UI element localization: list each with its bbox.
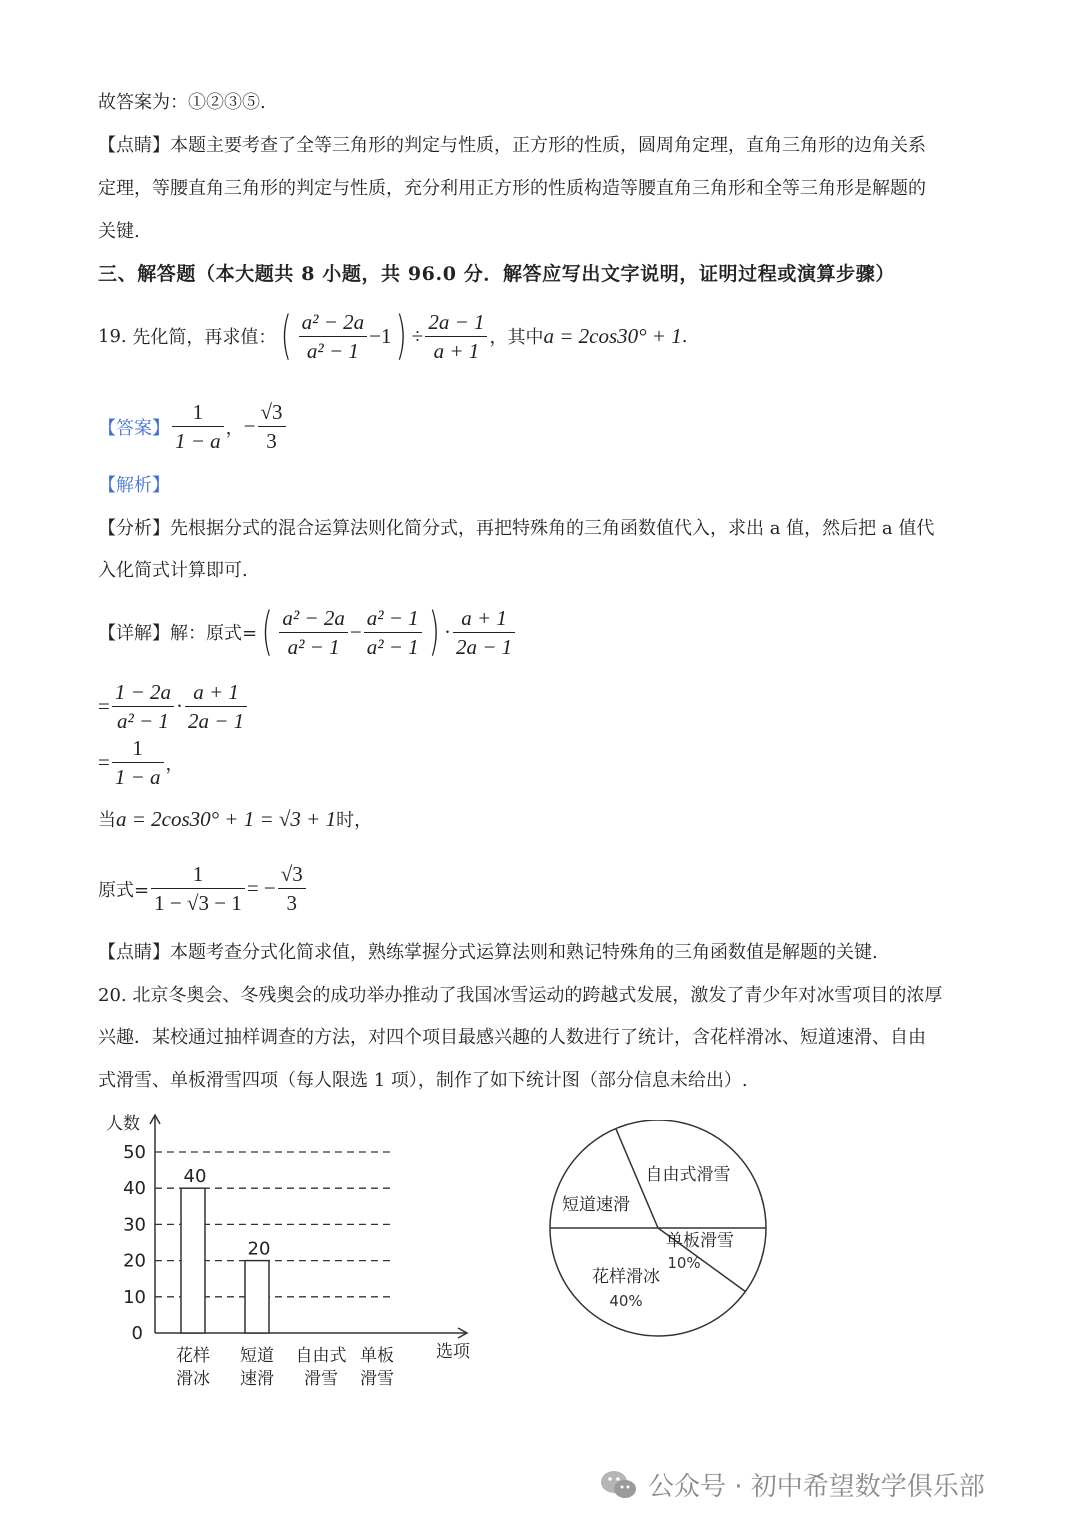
y-tick-label: 0 — [131, 1323, 143, 1344]
x-tick-label: 花样 — [176, 1346, 210, 1366]
dianjing-paragraph: 【点睛】本题主要考查了全等三角形的判定与性质，正方形的性质，圆周角定理，直角三角形的边角关系 — [98, 135, 926, 156]
y-tick-label: 10 — [123, 1286, 146, 1308]
fraction: $\frac{√3}{3}$ — [258, 398, 286, 455]
pie-slice-label: 单板滑雪 — [666, 1231, 734, 1251]
y-tick-label: 40 — [123, 1178, 146, 1200]
x-tick-label: 短道 — [240, 1346, 274, 1366]
x-tick-label: 自由式 — [295, 1346, 347, 1366]
fraction: $\frac{a + 1}{2a - 1}$ — [453, 604, 515, 661]
answer-line: 故答案为：①②③⑤. — [98, 92, 266, 113]
dianjing-tag: 【点睛】 — [98, 135, 170, 156]
q20-line-1: 20. 北京冬奥会、冬残奥会的成功举办推动了我国冰雪运动的跨越式发展，激发了青少年对冰雪项目的浓厚 — [98, 985, 943, 1006]
fenxi-paragraph: 【分析】先根据分式的混合运算法则化简分式，再把特殊角的三角函数值代入，求出 a 值，然后把 a 值代 — [98, 518, 935, 539]
y-tick-label: 20 — [123, 1250, 146, 1272]
watermark — [600, 1466, 985, 1503]
xiangjie-tag: 【详解】 — [98, 623, 170, 644]
solution-step-1: 【详解】 解：原式= ( $\frac{\text{a² − 2a}}{\text{a² − 1}}$ − $\frac{\text{a² − 1}}{\text{a² − 1}}$ ) · $\frac{a + 1}{2a - 1}$ — [98, 602, 517, 662]
fraction: $\frac{\text{a² − 2a}}{\text{a² − 1}}$ — [279, 604, 347, 661]
x-tick-label: 速滑 — [240, 1369, 274, 1389]
fraction: $\frac{a + 1}{2a - 1}$ — [185, 678, 247, 735]
q19-expression: ( $\frac{\text{a² − 2a}}{\text{a² − 1}}$ −1 ) ÷ $\frac{2a - 1}{a + 1}$ — [276, 306, 489, 366]
y-tick-label: 30 — [123, 1214, 146, 1236]
fraction: $\frac{1}{1 - a}$ — [112, 734, 164, 791]
bar — [181, 1188, 205, 1333]
pie-chart — [540, 1120, 780, 1360]
wechat-icon — [600, 1469, 638, 1501]
data-label: 20 — [247, 1238, 271, 1260]
q20-line-2: 兴趣．某校通过抽样调查的方法，对四个项目最感兴趣的人数进行了统计，含花样滑冰、短道速滑、自由 — [98, 1027, 926, 1048]
pie-slice-percent: 40% — [609, 1292, 643, 1310]
q19-prompt: 先化简，再求值： — [132, 327, 277, 348]
section-heading: 三、解答题（本大题共 8 小题，共 96.0 分．解答应写出文字说明，证明过程或演算步骤） — [98, 263, 895, 285]
solution-step-4: 当 a = 2cos30° + 1 = √3 + 1 时， — [98, 806, 373, 831]
solution-step-2: = $\frac{1 - 2a}{\text{a² − 1}}$ · $\frac{a + 1}{2a - 1}$ — [98, 678, 249, 735]
dianjing-tag: 【点睛】 — [98, 942, 170, 963]
x-tick-label: 单板 — [360, 1346, 394, 1366]
y-tick-label: 50 — [123, 1142, 146, 1163]
dianjing-line-3: 关键. — [98, 221, 140, 242]
solution-step-3: = $\frac{1}{1 - a}$ ， — [98, 736, 184, 789]
fraction: $\frac{1}{1 - √3 - 1}$ — [151, 860, 245, 917]
pie-slice-percent: 10% — [667, 1254, 701, 1272]
fraction: $\frac{2a - 1}{a + 1}$ — [425, 308, 487, 365]
bar-chart — [95, 1105, 495, 1395]
x-axis-label: 选项 — [436, 1342, 470, 1362]
dianjing-19: 【点睛】本题考查分式化简求值，熟练掌握分式运算法则和熟记特殊角的三角函数值是解题的关键. — [98, 942, 878, 963]
fraction: $\frac{\text{a² − 2a}}{\text{a² − 1}}$ — [299, 308, 367, 365]
q19-number: 19. — [98, 325, 127, 347]
answer-tag: 【答案】 — [98, 417, 170, 439]
jiexi-tag: 【解析】 — [98, 475, 170, 496]
x-tick-label: 滑冰 — [176, 1369, 210, 1389]
question-19: 19. 先化简，再求值： ( $\frac{\text{a² − 2a}}{\text{a² − 1}}$ −1 ) ÷ $\frac{2a - 1}{a + 1}$ ，其中 a = 2cos30° + 1 . — [98, 306, 688, 366]
x-tick-label: 滑雪 — [304, 1369, 338, 1389]
pie-slice-label: 花样滑冰 — [592, 1267, 660, 1287]
bar — [245, 1261, 269, 1333]
q19-condition: a = 2cos30° + 1 — [543, 323, 682, 348]
data-label: 40 — [183, 1166, 207, 1188]
y-axis-label: 人数 — [106, 1114, 140, 1134]
fraction: $\frac{√3}{3}$ — [278, 860, 306, 917]
fraction: $\frac{\text{a² − 1}}{\text{a² − 1}}$ — [364, 604, 422, 661]
solution-step-5: 原式= $\frac{1}{1 - √3 - 1}$ = − $\frac{√3}{3}$ — [98, 860, 308, 917]
watermark-text: 公众号 · 初中希望数学俱乐部 — [648, 1472, 985, 1502]
q20-line-3: 式滑雪、单板滑雪四项（每人限选 1 项），制作了如下统计图（部分信息未给出）. — [98, 1070, 748, 1091]
fraction: $\frac{1}{1 - a}$ — [172, 398, 224, 455]
fenxi-line-2: 入化简式计算即可. — [98, 560, 248, 581]
x-tick-label: 滑雪 — [360, 1369, 394, 1389]
dianjing-line-2: 定理，等腰直角三角形的判定与性质，充分利用正方形的性质构造等腰直角三角形和全等三角形是解题的 — [98, 178, 926, 199]
q19-answer: 【答案】 $\frac{1}{1 - a}$ ， − $\frac{√3}{3}$ — [98, 398, 288, 455]
pie-slice-label: 自由式滑雪 — [645, 1165, 731, 1185]
fenxi-tag: 【分析】 — [98, 518, 170, 539]
fraction: $\frac{1 - 2a}{\text{a² − 1}}$ — [112, 678, 174, 735]
pie-slice-label: 短道速滑 — [562, 1195, 630, 1215]
